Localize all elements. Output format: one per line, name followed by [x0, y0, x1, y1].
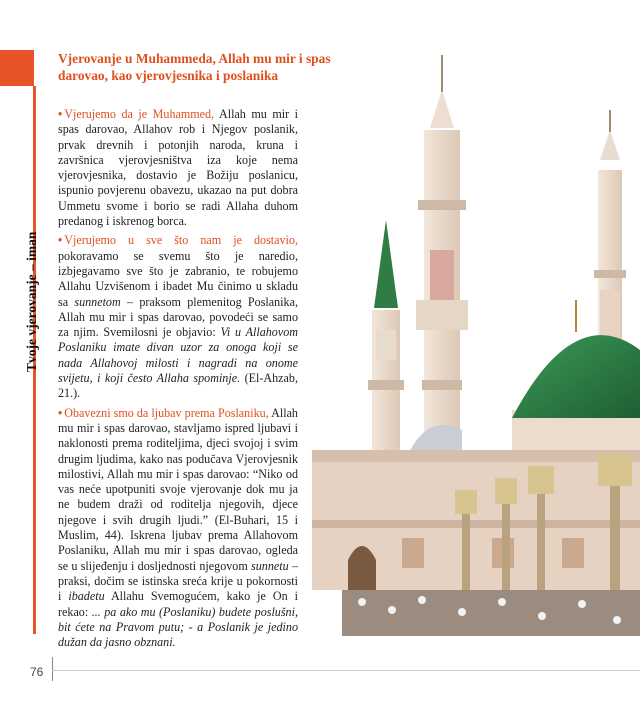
term-sunnet: sunnetu: [251, 558, 289, 573]
paragraph-lead: Vjerujemo da je Muhammed,: [64, 107, 215, 121]
paragraph-3: [58, 406, 298, 651]
bullet-icon: •: [58, 107, 63, 121]
paragraph-text: pokoravamo se svemu što je naredio, izbjegavamo sve što je zabranio, te robujemo Allahu Uzvišenom i ibadet Mu činimo u skladu sa: [58, 248, 298, 309]
body-text: [58, 107, 298, 654]
chapter-tab: [0, 50, 34, 86]
paragraph-lead: Vjerujemo u sve što nam je dostavio,: [64, 233, 298, 248]
mosque-photo: [312, 50, 640, 636]
term-ibadet: ibadetu: [68, 589, 105, 604]
paragraph-1: [58, 107, 298, 229]
paragraph-text: – praksom plemenitog Poslanika, Allah mu mir i spas darovao, povodeći se samo za njim. Svemilosni je objavio:: [58, 294, 298, 340]
crowd: [342, 590, 640, 636]
bullet-icon: •: [58, 405, 63, 420]
paragraph-lead: Obavezni smo da ljubav prema Poslaniku,: [64, 405, 269, 420]
footer-rule: [52, 670, 640, 671]
side-title-text: Tvoje vjerovanje – iman: [24, 231, 39, 372]
page-number: 76: [30, 665, 44, 679]
paragraph-text: Allahu Svemogućem, kako je On i rekao:: [58, 589, 298, 619]
paragraph-text: (El-Ahzab, 21.).: [58, 371, 298, 401]
footer-divider: [52, 657, 53, 681]
bullet-icon: •: [58, 233, 63, 248]
paragraph-text: Allah mu mir i spas darovao, Allahov rob i Njegov poslanik, prvak drevnih i potonjih naroda, kruna i završnica vjerovjesništva iza koje nema vjerovjesnika, dostavio je Božiju poslanicu, ispunio povjerenu obavezu, ukazao na put dobra Ummetu svome i borio se radi Allaha duhom predanog i iskrenog borca.: [58, 107, 299, 229]
paragraph-2: [58, 233, 298, 401]
term-sunnet: sunnetom: [74, 294, 121, 309]
section-heading: Vjerovanje u Muhammeda, Allah mu mir i spas darovao, kao vjerovjesnika i poslanika: [58, 51, 331, 83]
mosque-building: [312, 450, 640, 590]
paragraph-text: Allah mu mir i spas darovao, stavljamo ispred ljubavi i naklonosti prema roditeljima, djeci svojoj i svim drugim ljudima, kako nas podučava Vjerovjesnik milostivi, Allah mu mir i spas darovao: “Niko od vas neće upotpuniti svoje vjerovanje dok mu ja ne budem draži od roditelja njegovih, djece njegove i svih drugih ljudi.” (El-Buhari, 15 i Muslim, 44). Iskrena ljubav prema Allahovom Poslaniku, Allah mu mir i spas darovao, ogleda se u slijeđenju i dosljednosti njegovom: [58, 405, 298, 573]
side-title: [2, 92, 39, 392]
quran-quote: Vi u Allahovom Poslaniku imate divan uzor za onoga koji se nada Allahovoj milosti i nagradi na onome svijetu, i koji često Allaha spominje.: [58, 325, 298, 386]
quran-quote: ... pa ako mu (Poslaniku) budete poslušni, bit ćete na Pravom putu; - a Poslanik je jedino dužan da jasno obznani.: [58, 604, 298, 650]
paragraph-text: – praksi, dočim se istinska sreća krije u pokornosti i: [58, 558, 299, 604]
